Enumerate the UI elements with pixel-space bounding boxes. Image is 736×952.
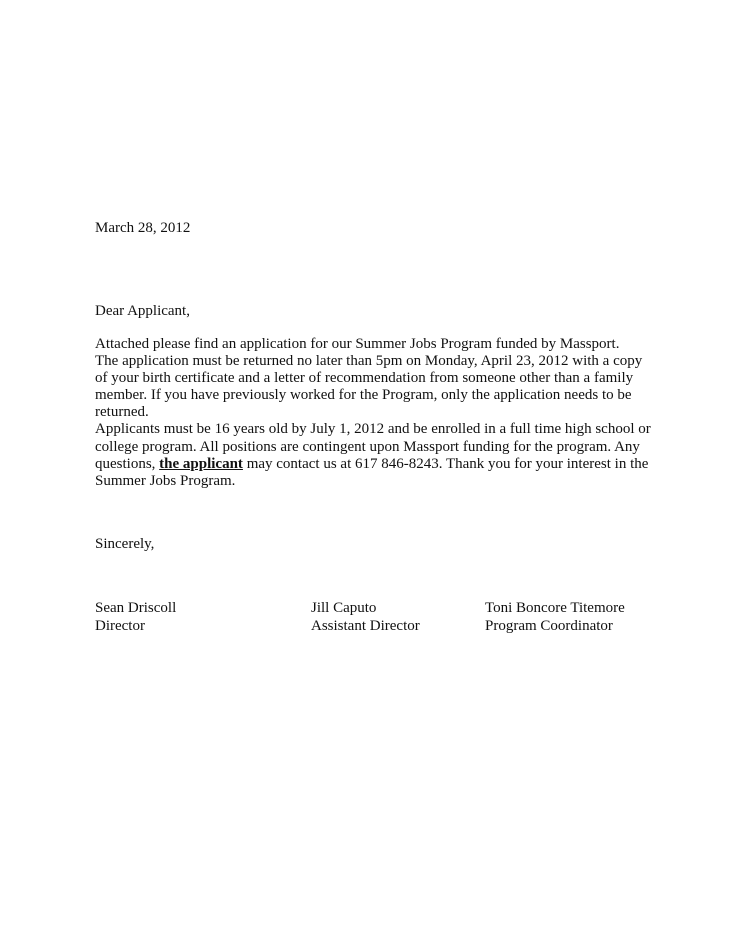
body-line: Summer Jobs Program.: [95, 472, 236, 489]
body-text: may contact us at 617 846-8243. Thank you for your interest in the: [242, 455, 649, 472]
signatory-title: Program Coordinator: [485, 617, 613, 634]
body-line: college program. All positions are contingent upon Massport funding for the program. Any: [95, 438, 640, 455]
body-line: Attached please find an application for our Summer Jobs Program funded by Massport.: [95, 336, 620, 352]
body-line: The application must be returned no later than 5pm on Monday, April 23, 2012 with a copy: [95, 353, 643, 370]
body-line-with-emphasis: [95, 456, 655, 473]
signatory-name: Toni Boncore Titemore: [485, 600, 625, 616]
letter-date: March 28, 2012: [95, 220, 191, 236]
body-line: member. If you have previously worked for the Program, only the application needs to be: [95, 387, 632, 404]
signatory-block: [485, 600, 625, 635]
letter-body: [95, 336, 655, 490]
signatory-title: Director: [95, 617, 145, 634]
signatory-block: [95, 600, 176, 635]
signatory-name: Jill Caputo: [311, 600, 377, 616]
body-line: of your birth certificate and a letter of recommendation from someone other than a family: [95, 370, 634, 387]
signatory-name: Sean Driscoll: [95, 600, 177, 616]
body-text: questions,: [95, 455, 160, 472]
closing: Sincerely,: [95, 536, 155, 552]
body-line: Applicants must be 16 years old by July 1, 2012 and be enrolled in a full time high school or: [95, 421, 651, 438]
emphasized-text: the applicant: [159, 455, 243, 472]
salutation: Dear Applicant,: [95, 303, 190, 319]
signatory-block: [311, 600, 420, 635]
signatory-title: Assistant Director: [311, 617, 420, 634]
body-line: returned.: [95, 404, 149, 421]
